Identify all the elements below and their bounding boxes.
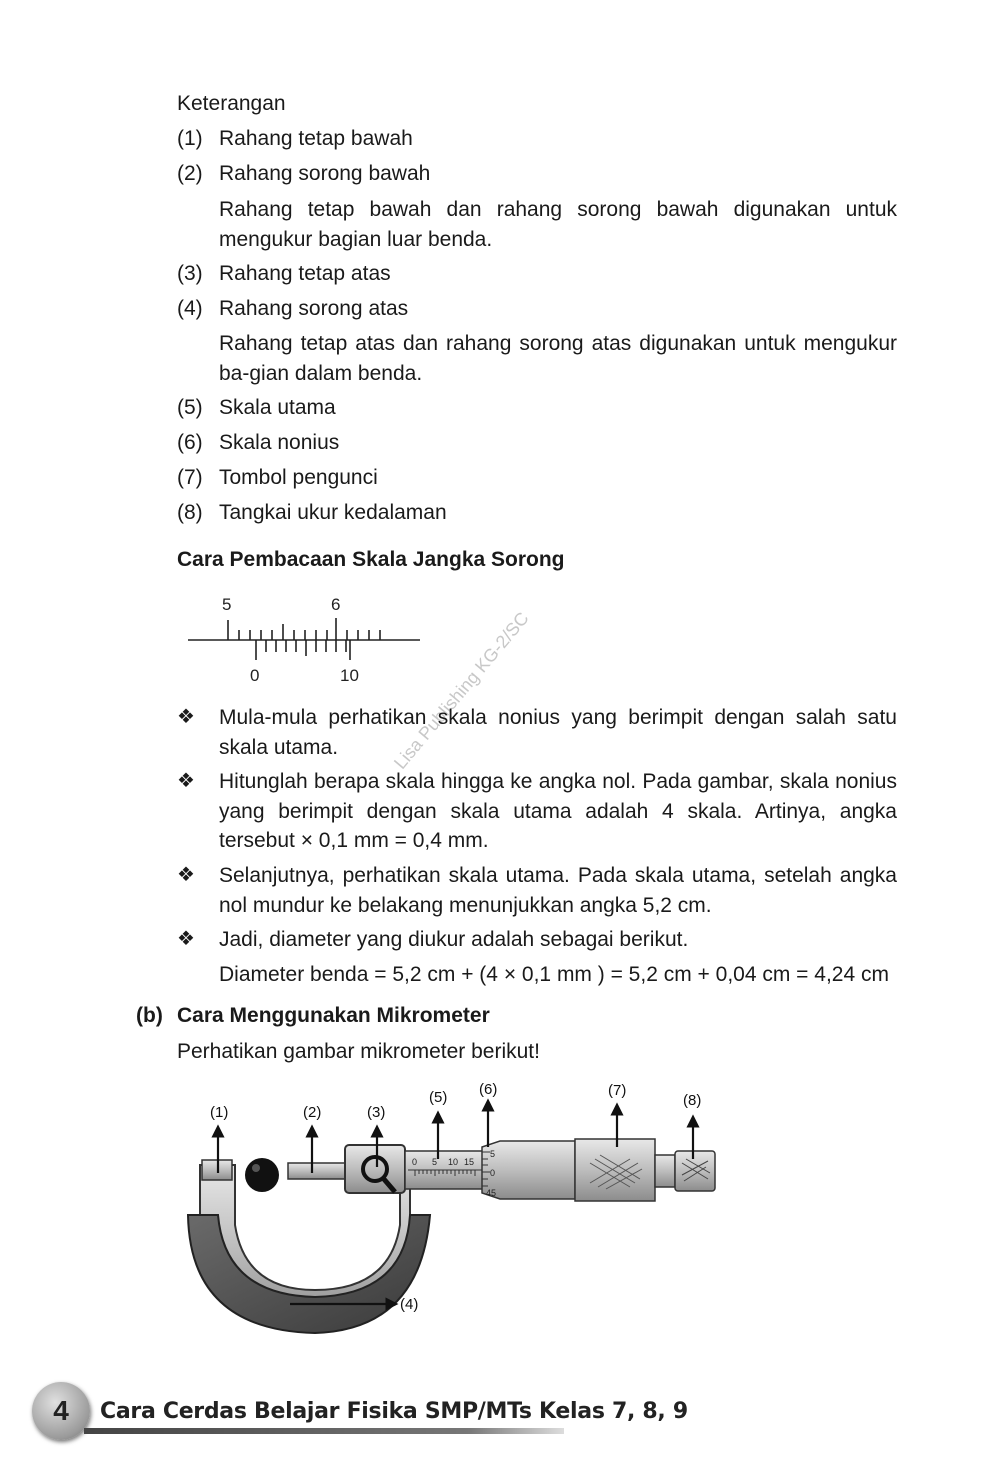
micrometer-heading: Cara Menggunakan Mikrometer <box>177 1004 490 1027</box>
legend-item-4: Rahang sorong atas <box>219 297 409 320</box>
callout-1: (1) <box>210 1104 229 1121</box>
section-b-label: (b) <box>136 1004 163 1027</box>
bullet-4: Jadi, diameter yang diukur adalah sebagai berikut. <box>219 928 689 951</box>
diameter-formula: Diameter benda = 5,2 cm + (4 × 0,1 mm ) = 5,2 cm + 0,04 cm = 4,24 cm <box>219 963 889 986</box>
legend-num-2: (2) <box>177 162 203 185</box>
bullet-icon: ❖ <box>177 928 195 950</box>
lock-block <box>345 1145 405 1193</box>
micrometer-figure <box>170 1075 740 1345</box>
book-title: Cara Cerdas Belajar Fisika SMP/MTs Kelas 7, 8, 9 <box>100 1399 688 1424</box>
legend-num-4: (4) <box>177 297 203 320</box>
legend-item-6: Skala nonius <box>219 431 340 454</box>
callout-6: (6) <box>479 1081 498 1098</box>
ratchet-knob <box>575 1139 655 1201</box>
note-upper-jaws: Rahang tetap atas dan rahang sorong atas digunakan untuk mengukur ba-gian dalam benda. <box>219 332 897 385</box>
footer-rule <box>84 1428 564 1434</box>
legend-num-8: (8) <box>177 501 203 524</box>
thimble-num-0: 0 <box>490 1168 496 1178</box>
callout-7: (7) <box>608 1082 627 1099</box>
watermark: Lisa Publishing KG-2/SC <box>390 608 533 773</box>
sleeve-num-15: 15 <box>464 1157 475 1167</box>
measured-ball <box>245 1158 279 1192</box>
main-scale-5: 5 <box>222 595 232 614</box>
legend-item-8: Tangkai ukur kedalaman <box>219 501 447 524</box>
end-cap <box>655 1155 675 1187</box>
bullet-3: Selanjutnya, perhatikan skala utama. Pada skala utama, setelah angka nol mundur ke belakang menunjukkan angka 5,2 cm. <box>219 864 897 917</box>
legend-item-3: Rahang tetap atas <box>219 262 391 285</box>
legend-num-6: (6) <box>177 431 203 454</box>
callout-4: (4) <box>400 1296 419 1313</box>
bullet-icon: ❖ <box>177 706 195 728</box>
sleeve-num-5: 5 <box>432 1157 438 1167</box>
note-lower-jaws: Rahang tetap bawah dan rahang sorong bawah digunakan untuk mengukur bagian luar benda. <box>219 198 897 251</box>
bullet-1: Mula-mula perhatikan skala nonius yang berimpit dengan salah satu skala utama. <box>219 706 897 759</box>
legend-title: Keterangan <box>177 92 286 115</box>
spindle <box>288 1163 348 1179</box>
sleeve-num-0: 0 <box>412 1157 418 1167</box>
callout-2: (2) <box>303 1104 322 1121</box>
vernier-scale-0: 0 <box>250 666 260 685</box>
vernier-scale-figure <box>180 588 430 688</box>
legend-num-3: (3) <box>177 262 203 285</box>
callout-3: (3) <box>367 1104 386 1121</box>
thimble-num-45: 45 <box>486 1188 497 1198</box>
legend-item-2: Rahang sorong bawah <box>219 162 431 185</box>
micrometer-intro: Perhatikan gambar mikrometer berikut! <box>177 1040 540 1063</box>
legend-num-5: (5) <box>177 396 203 419</box>
callout-8: (8) <box>683 1092 702 1109</box>
thimble-num-5: 5 <box>490 1149 496 1159</box>
legend-num-7: (7) <box>177 466 203 489</box>
legend-item-1: Rahang tetap bawah <box>219 127 413 150</box>
page-number: 4 <box>53 1395 69 1426</box>
legend-item-7: Tombol pengunci <box>219 466 378 489</box>
callout-5: (5) <box>429 1089 448 1106</box>
sleeve-num-10: 10 <box>448 1157 459 1167</box>
bullet-icon: ❖ <box>177 864 195 886</box>
reading-heading: Cara Pembacaan Skala Jangka Sorong <box>177 548 565 571</box>
main-scale-6: 6 <box>331 595 341 614</box>
bullet-icon: ❖ <box>177 770 195 792</box>
vernier-scale-10: 10 <box>340 666 359 685</box>
legend-num-1: (1) <box>177 127 203 150</box>
legend-item-5: Skala utama <box>219 396 336 419</box>
bullet-2: Hitunglah berapa skala hingga ke angka nol. Pada gambar, skala nonius yang berimpit dengan skala utama adalah 4 skala. Artinya, angka tersebut × 0,1 mm = 0,4 mm. <box>219 770 897 852</box>
